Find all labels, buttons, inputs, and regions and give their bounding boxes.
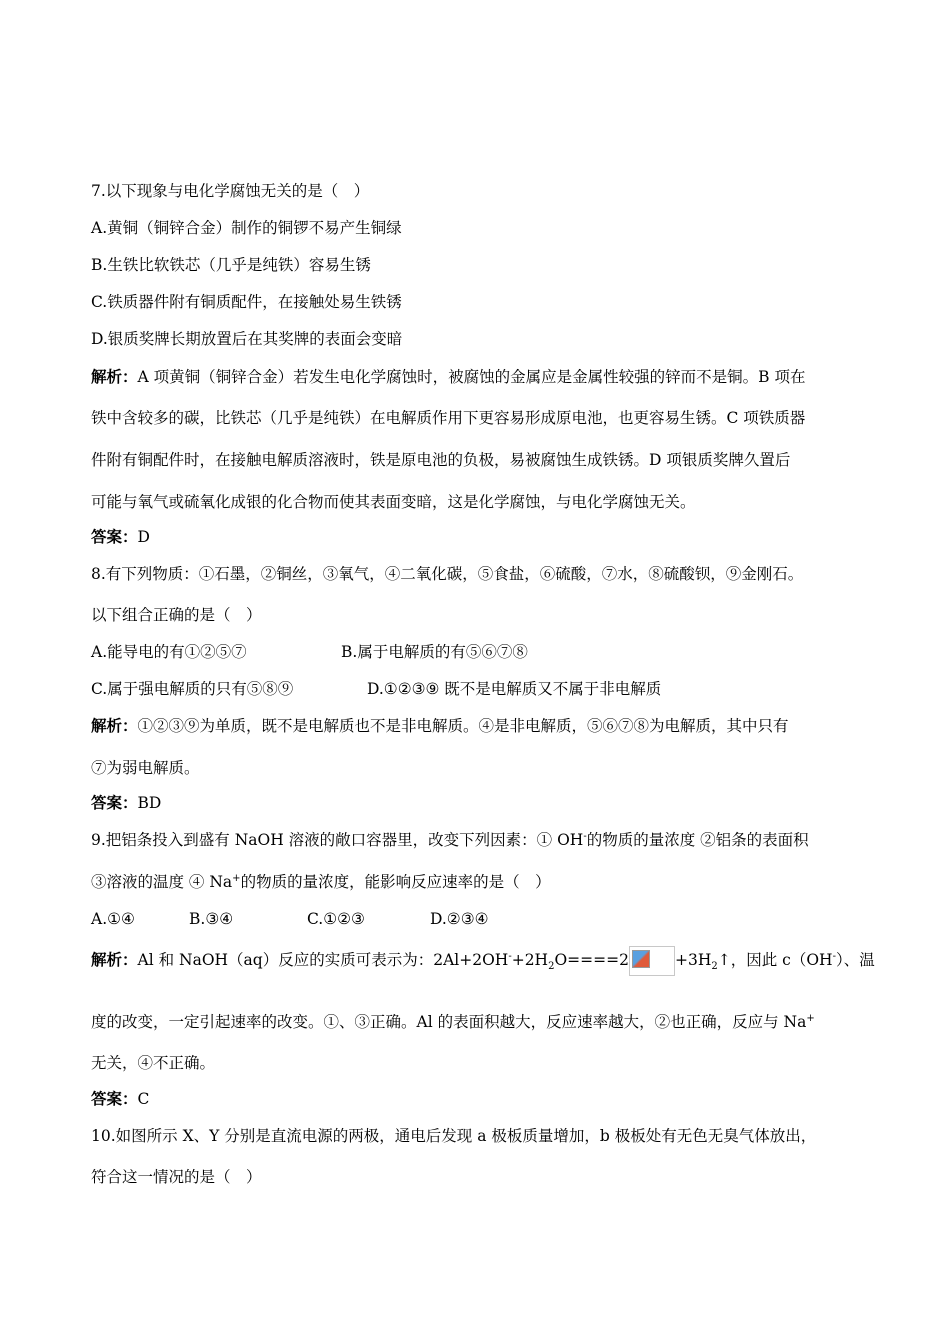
q8-option-c: C.属于强电解质的只有⑤⑧⑨ xyxy=(91,680,294,698)
q8-stem-line-2: 以下组合正确的是（ ） xyxy=(91,606,262,624)
answer-label: 答案： xyxy=(91,1089,138,1108)
analysis-label: 解析： xyxy=(91,716,138,735)
q7-answer: 答案：D xyxy=(91,527,150,546)
q8-option-b: B.属于电解质的有⑤⑥⑦⑧ xyxy=(341,643,528,661)
q7-option-d: D.银质奖牌长期放置后在其奖牌的表面会变暗 xyxy=(91,330,403,348)
q9-analysis-line-1: 解析：Al 和 NaOH（aq）反应的实质可表示为：$2Al+2OH^-+2H_2O====2$ $+3H_2↑$，因此 c（OH-）、温 xyxy=(91,946,875,976)
broken-image-icon xyxy=(629,946,675,976)
q9-options-row xyxy=(91,908,489,930)
q10-stem-line-1: 10.如图所示 X、Y 分别是直流电源的两极，通电后发现 a 极板质量增加，b 极板处有无色无臭气体放出， xyxy=(91,1127,817,1145)
q7-analysis-line-1: 解析：A 项黄铜（铜锌合金）若发生电化学腐蚀时，被腐蚀的金属应是金属性较强的锌而不是铜。B 项在 xyxy=(91,367,806,386)
q8-analysis-line-1: 解析：①②③⑨为单质，既不是电解质也不是非电解质。④是非电解质，⑤⑥⑦⑧为电解质，其中只有 xyxy=(91,716,789,735)
q8-analysis-line-2: ⑦为弱电解质。 xyxy=(91,759,200,777)
analysis-label: 解析： xyxy=(91,950,138,969)
q9-stem-line-2: ③溶液的温度 ④ Na+的物质的量浓度，能影响反应速率的是（ ） xyxy=(91,872,551,891)
q7-analysis-line-3: 件附有铜配件时，在接触电解质溶液时，铁是原电池的负极，易被腐蚀生成铁锈。D 项银质奖牌久置后 xyxy=(91,451,791,469)
q9-stem-line-1: 9.把铝条投入到盛有 NaOH 溶液的敞口容器里，改变下列因素：① OH-的物质的量浓度 ②铝条的表面积 xyxy=(91,830,809,849)
q8-stem-line-1: 8.有下列物质：①石墨，②铜丝，③氧气，④二氧化碳，⑤食盐，⑥硫酸，⑦水，⑧硫酸钡，⑨金刚石。 xyxy=(91,565,804,583)
q9-option-b: B.③④ xyxy=(189,910,234,928)
q8-option-a: A.能导电的有①②⑤⑦ xyxy=(91,643,247,661)
q8-answer: 答案：BD xyxy=(91,793,162,812)
q9-option-a: A.①④ xyxy=(91,910,135,928)
q7-option-b: B.生铁比软铁芯（几乎是纯铁）容易生锈 xyxy=(91,256,371,274)
q10-stem-line-2: 符合这一情况的是（ ） xyxy=(91,1168,262,1186)
q8-options-row-2 xyxy=(91,678,662,700)
answer-label: 答案： xyxy=(91,527,138,546)
q7-option-a: A.黄铜（铜锌合金）制作的铜锣不易产生铜绿 xyxy=(91,219,402,237)
q9-option-d: D.②③④ xyxy=(430,910,489,928)
q7-analysis-line-2: 铁中含较多的碳，比铁芯（几乎是纯铁）在电解质作用下更容易形成原电池，也更容易生锈。C 项铁质器 xyxy=(91,409,806,427)
q8-option-d: D.①②③⑨ 既不是电解质又不属于非电解质 xyxy=(367,680,662,698)
q7-analysis-line-4: 可能与氧气或硫氧化成银的化合物而使其表面变暗，这是化学腐蚀，与电化学腐蚀无关。 xyxy=(91,493,696,511)
analysis-label: 解析： xyxy=(91,367,138,386)
q8-options-row-1 xyxy=(91,641,528,663)
q9-analysis-line-3: 无关，④不正确。 xyxy=(91,1054,216,1072)
answer-label: 答案： xyxy=(91,793,138,812)
q7-stem: 7.以下现象与电化学腐蚀无关的是（ ） xyxy=(91,182,370,200)
q9-analysis-line-2: 度的改变，一定引起速率的改变。①、③正确。Al 的表面积越大，反应速率越大，②也正确，反应与 Na+ xyxy=(91,1012,815,1031)
q7-option-c: C.铁质器件附有铜质配件，在接触处易生铁锈 xyxy=(91,293,402,311)
q9-option-c: C.①②③ xyxy=(307,910,365,928)
q9-answer: 答案：C xyxy=(91,1089,150,1108)
